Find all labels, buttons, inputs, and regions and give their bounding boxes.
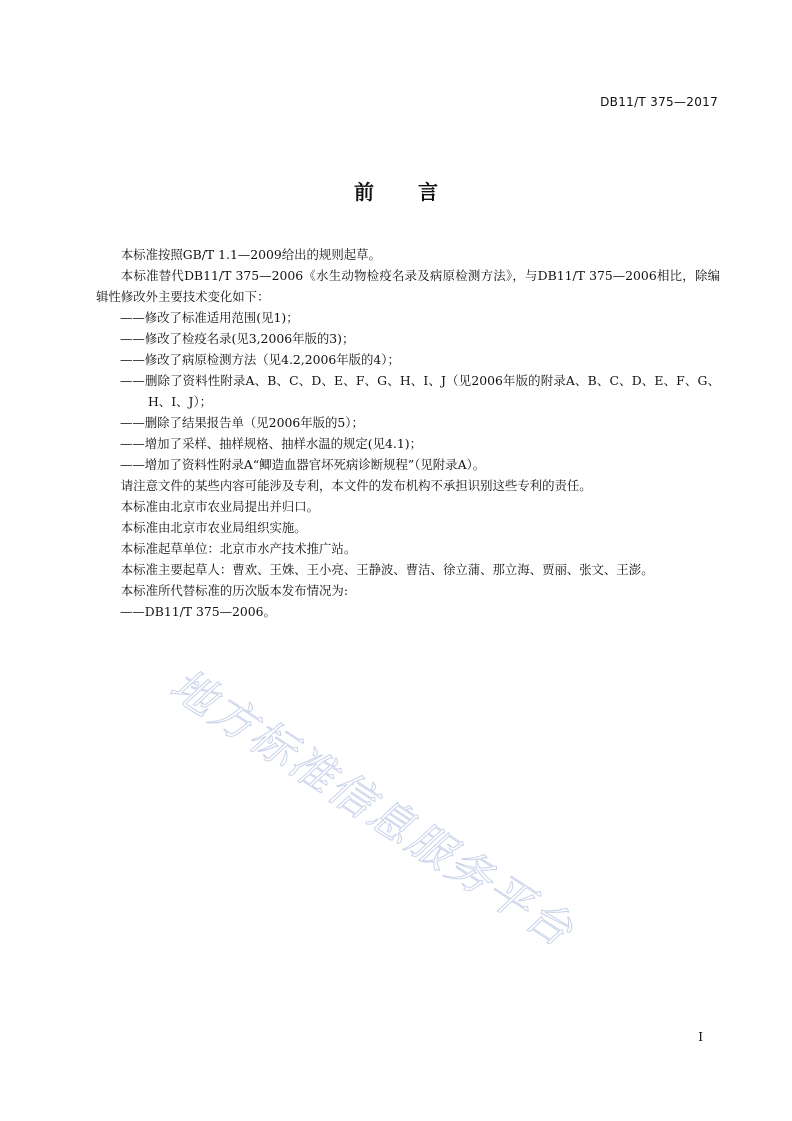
page-number: I [698, 1030, 703, 1044]
change-item: ——修改了检疫名录(见3,2006年版的3)； [120, 331, 355, 346]
paragraph-drafting-unit: 本标准起草单位：北京市水产技术推广站。 [120, 541, 357, 556]
paragraph-drafting-rules: 本标准按照GB/T 1.1—2009给出的规则起草。 [120, 247, 381, 262]
title-char-1: 前 [354, 180, 374, 204]
paragraph-proposer: 本标准由北京市农业局提出并归口。 [120, 499, 320, 514]
paragraph-patent-notice: 请注意文件的某些内容可能涉及专利，本文件的发布机构不承担识别这些专利的责任。 [120, 478, 592, 493]
title-char-2: 言 [418, 180, 438, 204]
change-item: ——增加了资料性附录A“鲫造血器官坏死病诊断规程”（见附录A）。 [120, 457, 486, 472]
change-item: ——删除了资料性附录A、B、C、D、E、F、G、H、I、J（见2006年版的附录A、B、C、D、E、F、G、H、I、J）； [120, 373, 720, 409]
change-item: ——增加了采样、抽样规格、抽样水温的规定(见4.1)； [120, 436, 422, 451]
page-title [0, 176, 792, 205]
paragraph-history: 本标准所代替标准的历次版本发布情况为: [120, 583, 349, 598]
previous-version-item: ——DB11/T 375—2006。 [120, 604, 276, 619]
paragraph-implementer: 本标准由北京市农业局组织实施。 [120, 520, 307, 535]
document-code: DB11/T 375—2017 [600, 95, 718, 109]
change-item: ——删除了结果报告单（见2006年版的5）； [120, 415, 364, 430]
paragraph-drafters: 本标准主要起草人：曹欢、王姝、王小亮、王静波、曹洁、徐立蒲、那立海、贾丽、张文、王澎。 [120, 562, 654, 577]
change-item: ——修改了标准适用范围(见1)； [120, 310, 299, 325]
paragraph-replacement: 本标准替代DB11/T 375—2006《水生动物检疫名录及病原检测方法》，与DB11/T 375—2006相比，除编辑性修改外主要技术变化如下： [96, 268, 720, 304]
watermark-text: 地方标准信息服务平台 [161, 659, 584, 958]
change-item: ——修改了病原检测方法（见4.2,2006年版的4）； [120, 352, 400, 367]
foreword-body [96, 244, 720, 622]
